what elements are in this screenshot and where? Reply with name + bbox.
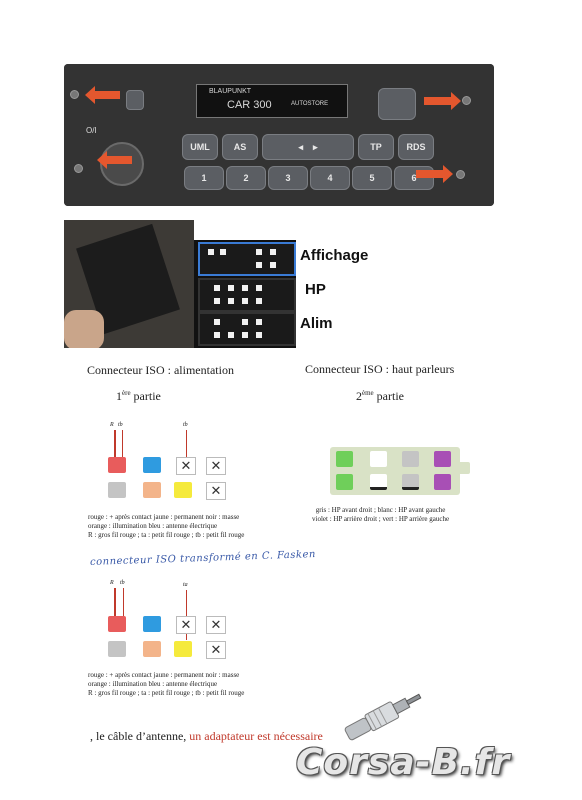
antenna-adapter-image	[338, 684, 430, 744]
pin-yellow	[174, 482, 192, 498]
arrow-left-icon	[106, 156, 132, 164]
hp-connector	[330, 447, 460, 495]
section-title-power: Connecteur ISO : alimentation	[87, 363, 234, 377]
autostore-label: AUTOSTORE	[291, 101, 329, 107]
pin-green	[336, 451, 353, 467]
pin-green	[336, 474, 353, 490]
legend-hp: gris : HP avant droit ; blanc : HP avant gauche violet : HP arrière droit ; vert : HP arrière gauche	[312, 506, 450, 523]
wire-label: tb	[118, 422, 123, 428]
screw-icon	[70, 90, 79, 99]
radio-display	[196, 84, 348, 118]
pin-blue	[143, 457, 161, 473]
arrow-right-icon	[416, 170, 444, 178]
wire-label: tb	[183, 422, 188, 428]
wire-label: R	[110, 580, 114, 586]
pin-white	[370, 474, 387, 490]
hp-connector-tab	[458, 462, 470, 474]
preset-button: 5	[352, 166, 392, 190]
cassette-button	[378, 88, 416, 120]
screw-icon	[456, 170, 465, 179]
rds-button: RDS	[398, 134, 434, 160]
preset-button: 2	[226, 166, 266, 190]
preset-button: 1	[184, 166, 224, 190]
pin-orange	[143, 482, 161, 498]
screw-icon	[462, 96, 471, 105]
connector-block-display	[198, 242, 296, 276]
pin-empty: ✕	[206, 616, 226, 634]
pin-grey	[108, 641, 126, 657]
pin-grey	[402, 474, 419, 490]
pin-empty: ✕	[206, 482, 226, 500]
antenna-note: , le câble d’antenne, un adaptateur est nécessaire	[90, 729, 323, 743]
seek-buttons: ◂ ▸	[262, 134, 354, 160]
wire-label: R	[110, 422, 114, 428]
connector-block-hp	[198, 278, 296, 312]
arrow-right-icon	[424, 97, 452, 105]
section-part-hp: 2ème partie	[356, 389, 404, 403]
brand-label: BLAUPUNKT	[209, 88, 252, 95]
pin-violet	[434, 474, 451, 490]
finger	[64, 310, 104, 348]
legend-power-1: rouge : + après contact jaune : permanent noir : masse orange : illumination bleu : antenne électrique R : gros fil rouge ; ta : petit fil rouge ; tb : petit fil rouge	[88, 513, 245, 539]
legend-power-2: rouge : + après contact jaune : permanent noir : masse orange : illumination bleu : antenne électrique R : gros fil rouge ; ta : petit fil rouge ; tb : petit fil rouge	[88, 671, 245, 697]
model-label: CAR 300	[227, 99, 272, 111]
power-label: O/I	[86, 126, 97, 135]
connector-block-power	[198, 312, 296, 346]
eject-button	[126, 90, 144, 110]
preset-button: 6	[394, 166, 434, 190]
preset-button: 4	[310, 166, 350, 190]
as-button: AS	[222, 134, 258, 160]
pin-empty: ✕	[206, 641, 226, 659]
pin-red	[108, 457, 126, 473]
wire-label: tb	[120, 580, 125, 586]
site-logo: Corsa-B.fr	[296, 742, 511, 783]
label-affichage: Affichage	[300, 247, 369, 264]
pin-empty: ✕	[206, 457, 226, 475]
pin-empty: ✕	[176, 616, 196, 634]
connector-diagram	[194, 240, 296, 348]
pin-grey	[108, 482, 126, 498]
arrow-left-icon	[94, 91, 120, 99]
pin-empty: ✕	[176, 457, 196, 475]
connector-photo	[64, 220, 194, 348]
tp-button: TP	[358, 134, 394, 160]
pin-orange	[143, 641, 161, 657]
section-title-hp: Connecteur ISO : haut parleurs	[305, 362, 455, 376]
handwritten-note: connecteur ISO transformé en C. Fasken	[89, 549, 317, 568]
pin-violet	[434, 451, 451, 467]
wire-label: ta	[183, 582, 188, 588]
radio-photo	[64, 64, 494, 206]
label-alim: Alim	[300, 315, 333, 332]
section-part-power: 1ère partie	[116, 389, 161, 403]
screw-icon	[74, 164, 83, 173]
uml-button: UML	[182, 134, 218, 160]
preset-button: 3	[268, 166, 308, 190]
pin-grey	[402, 451, 419, 467]
label-hp: HP	[305, 281, 326, 298]
antenna-note-red: un adaptateur est nécessaire	[189, 729, 323, 743]
pin-blue	[143, 616, 161, 632]
pin-yellow	[174, 641, 192, 657]
pin-red	[108, 616, 126, 632]
pin-white	[370, 451, 387, 467]
